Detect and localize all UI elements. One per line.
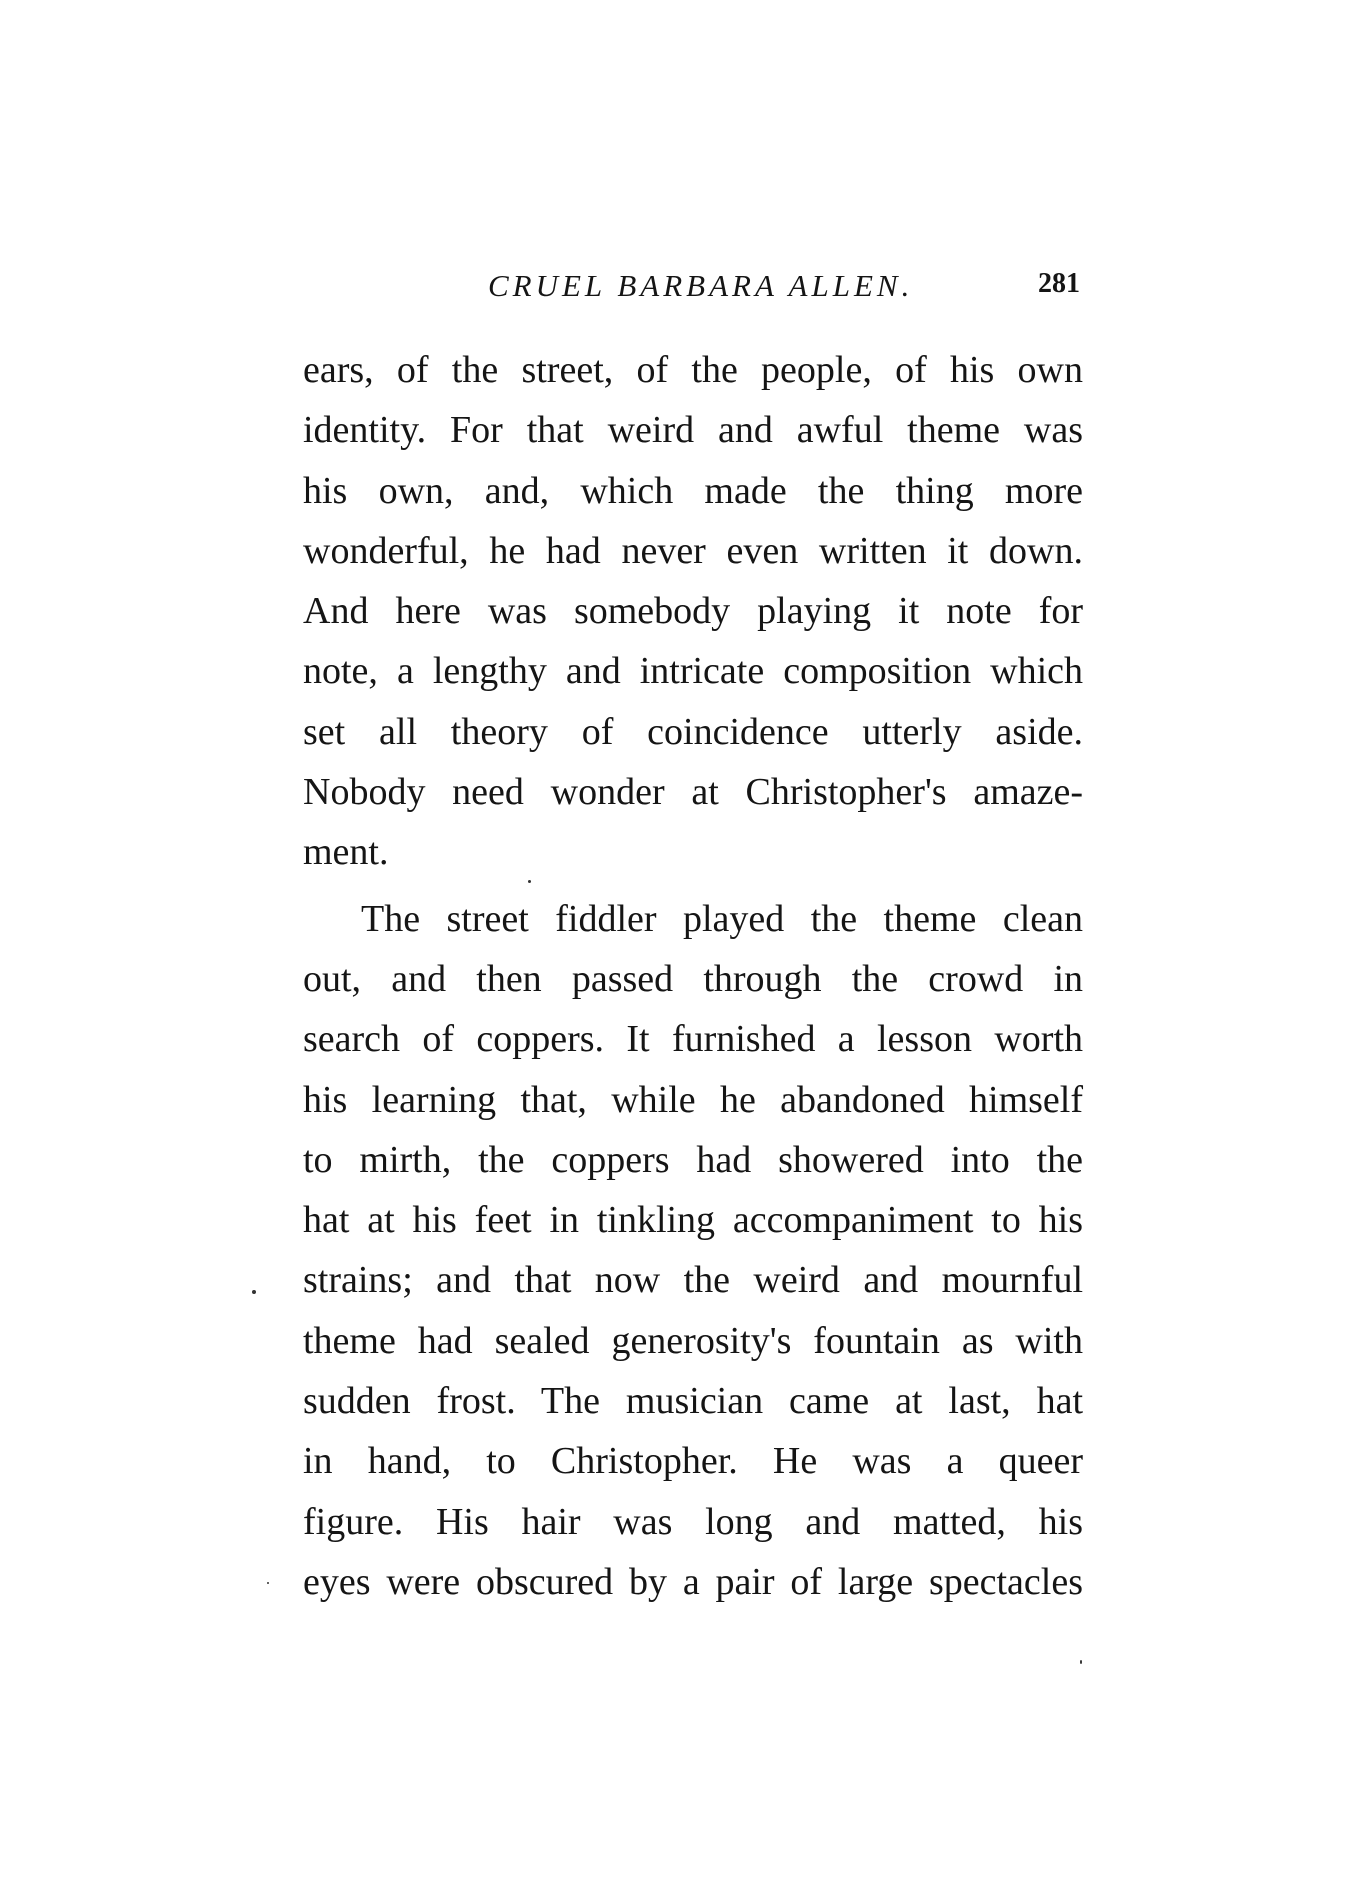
scan-speck [528,880,531,883]
text-line: ears, of the street, of the people, of his own [303,349,1083,391]
page-number: 281 [1038,268,1080,299]
text-line: in hand, to Christopher. He was a queer [303,1440,1083,1483]
text-line: And here was somebody playing it note for [303,590,1083,633]
text-line: sudden frost. The musician came at last, hat [303,1380,1083,1423]
text-line: figure. His hair was long and matted, his [303,1500,1083,1543]
text-line: search of coppers. It furnished a lesson worth [303,1018,1083,1061]
paragraph-2 [303,889,1083,1613]
text-line: wonderful, he had never even written it down. [303,529,1083,572]
paragraph-1 [303,340,1083,883]
text-line: Nobody need wonder at Christopher's amaze- [303,771,1083,814]
text-line: note, a lengthy and intricate composition which [303,650,1083,693]
text-line: out, and then passed through the crowd in [303,957,1083,1000]
text-line: strains; and that now the weird and mournful [303,1259,1083,1302]
text-line: theme had sealed generosity's fountain as with [303,1319,1083,1362]
text-line: eyes were obscured by a pair of large spectacles [303,1560,1083,1603]
text-line: The street fiddler played the theme clean [361,897,1083,940]
text-line: his own, and, which made the thing more [303,469,1083,512]
text-line: set all theory of coincidence utterly aside. [303,710,1083,753]
body-text [303,340,1083,1612]
running-title: CRUEL BARBARA ALLEN. [488,268,914,303]
text-line: his learning that, while he abandoned himself [303,1078,1083,1121]
running-head [300,268,1080,308]
text-line: to mirth, the coppers had showered into the [303,1138,1083,1181]
scan-speck [267,1582,269,1584]
text-line: ment. [303,831,389,874]
scan-speck [252,1290,256,1294]
text-line: hat at his feet in tinkling accompaniment to his [303,1199,1083,1242]
text-line: identity. For that weird and awful theme was [303,409,1083,452]
scan-speck [1080,1660,1082,1664]
